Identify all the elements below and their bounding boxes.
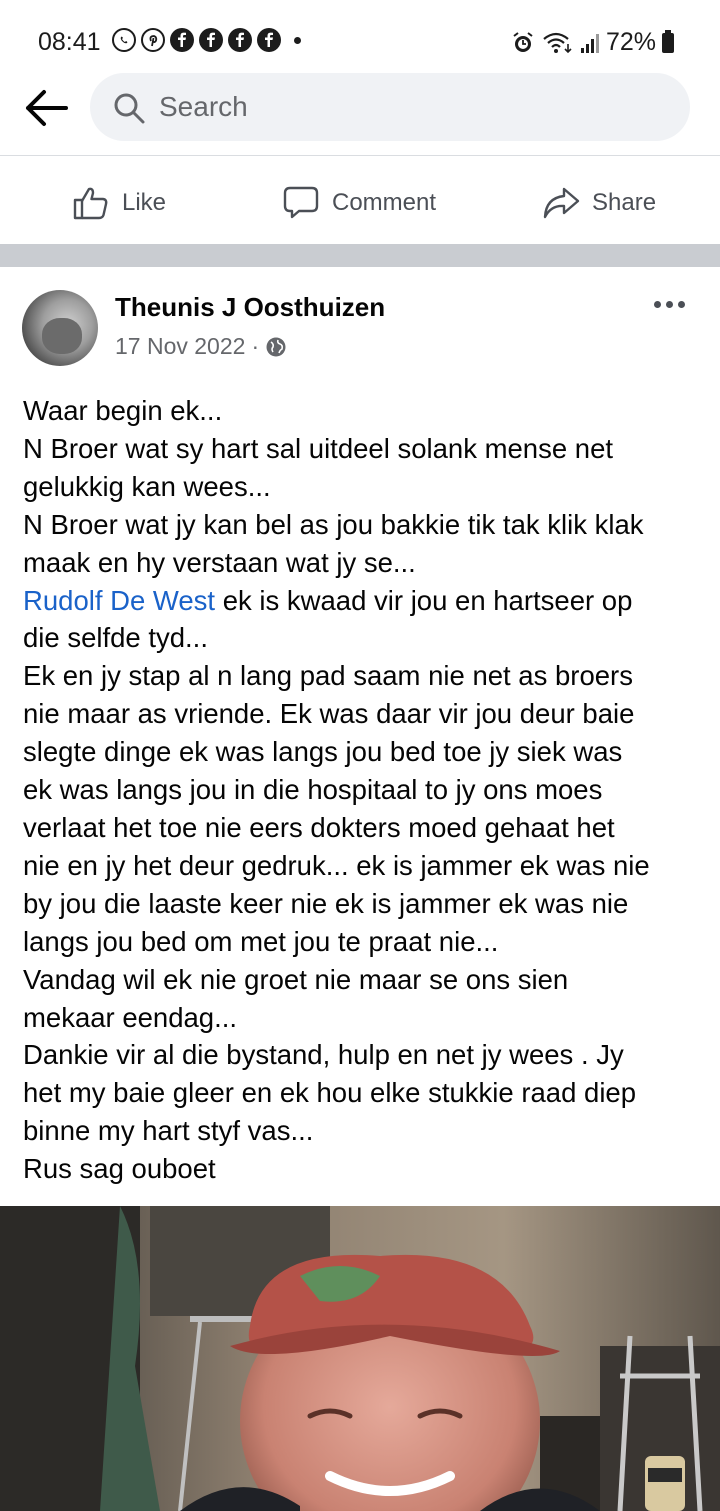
post-line: nie en jy het deur gedruk... ek is jammer ek was nie	[23, 849, 650, 881]
post-line: Vandag wil ek nie groet nie maar se ons sien	[23, 963, 569, 995]
post-line: Ek en jy stap al n lang pad saam nie net as broers	[23, 660, 633, 692]
post-line: die selfde tyd...	[23, 622, 208, 654]
status-time: 08:41	[38, 28, 101, 56]
facebook-icon	[257, 28, 281, 52]
post-line: ek is kwaad vir jou en hartseer op	[215, 584, 633, 616]
post-line: binne my hart styf vas...	[23, 1115, 314, 1147]
status-bar	[0, 0, 720, 80]
post-line: het my baie gleer en ek hou elke stukkie raad diep	[23, 1077, 637, 1109]
wifi-icon	[542, 30, 574, 56]
header-divider	[0, 155, 720, 156]
globe-icon	[265, 336, 287, 358]
post-author-name[interactable]: Theunis J Oosthuizen	[115, 292, 386, 322]
share-icon	[542, 184, 580, 222]
whatsapp-icon	[112, 28, 136, 52]
like-label: Like	[122, 189, 167, 216]
facebook-icon	[170, 28, 194, 52]
post-actions-bar	[0, 160, 720, 246]
post-line: N Broer wat jy kan bel as jou bakkie tik tak klik klak	[23, 508, 644, 540]
meta-separator: ·	[251, 333, 260, 359]
signal-icon	[580, 31, 600, 55]
comment-button[interactable]	[282, 184, 436, 222]
search-icon	[112, 91, 146, 125]
alarm-icon	[510, 30, 536, 56]
post-line: mekaar eendag...	[23, 1001, 238, 1033]
post-line: by jou die laaste keer nie ek is jammer ek was nie	[23, 887, 629, 919]
search-input[interactable]	[90, 73, 690, 141]
like-icon	[72, 184, 110, 222]
more-notifications-dot	[294, 37, 301, 44]
like-button[interactable]	[72, 184, 166, 222]
notification-icons	[112, 28, 301, 52]
share-label: Share	[592, 189, 657, 216]
post-photo[interactable]	[0, 1206, 720, 1511]
post-body	[23, 392, 713, 1188]
post-line: verlaat het toe nie eers dokters moed gehaat het	[23, 811, 615, 843]
avatar[interactable]	[22, 290, 98, 366]
post-line: gelukkig kan wees...	[23, 470, 271, 502]
post-meta	[115, 333, 287, 360]
more-options-icon[interactable]	[652, 294, 686, 314]
battery-icon	[662, 33, 674, 53]
post-line: nie maar as vriende. Ek was daar vir jou deur baie	[23, 698, 635, 730]
post-line: N Broer wat sy hart sal uitdeel solank mense net	[23, 432, 614, 464]
post-line: Waar begin ek...	[23, 395, 223, 426]
back-arrow-icon[interactable]	[22, 86, 70, 130]
facebook-icon	[199, 28, 223, 52]
mention-link[interactable]: Rudolf De West	[23, 584, 216, 616]
post-line: Rus sag ouboet	[23, 1153, 216, 1185]
post-line: Dankie vir al die bystand, hulp en net jy wees . Jy	[23, 1039, 624, 1071]
post-line: slegte dinge ek was langs jou bed toe jy siek was	[23, 736, 623, 768]
post-line: maak en hy verstaan wat jy se...	[23, 546, 416, 578]
avatar-photo	[42, 318, 82, 354]
comment-label: Comment	[332, 189, 437, 216]
facebook-icon	[228, 28, 252, 52]
post-line: langs jou bed om met jou te praat nie...	[23, 925, 499, 957]
post-line: ek was langs jou in die hospitaal to jy ons moes	[23, 774, 603, 806]
battery-percentage: 72%	[605, 28, 656, 56]
share-button[interactable]	[542, 184, 656, 222]
search-placeholder: Search	[159, 91, 248, 122]
comment-icon	[282, 184, 320, 222]
pinterest-icon	[141, 28, 165, 52]
post-photo-image	[0, 1206, 720, 1511]
post-line-with-mention	[23, 582, 713, 620]
system-icons	[510, 28, 674, 57]
post-date[interactable]: 17 Nov 2022	[115, 333, 246, 359]
section-separator	[0, 244, 720, 267]
